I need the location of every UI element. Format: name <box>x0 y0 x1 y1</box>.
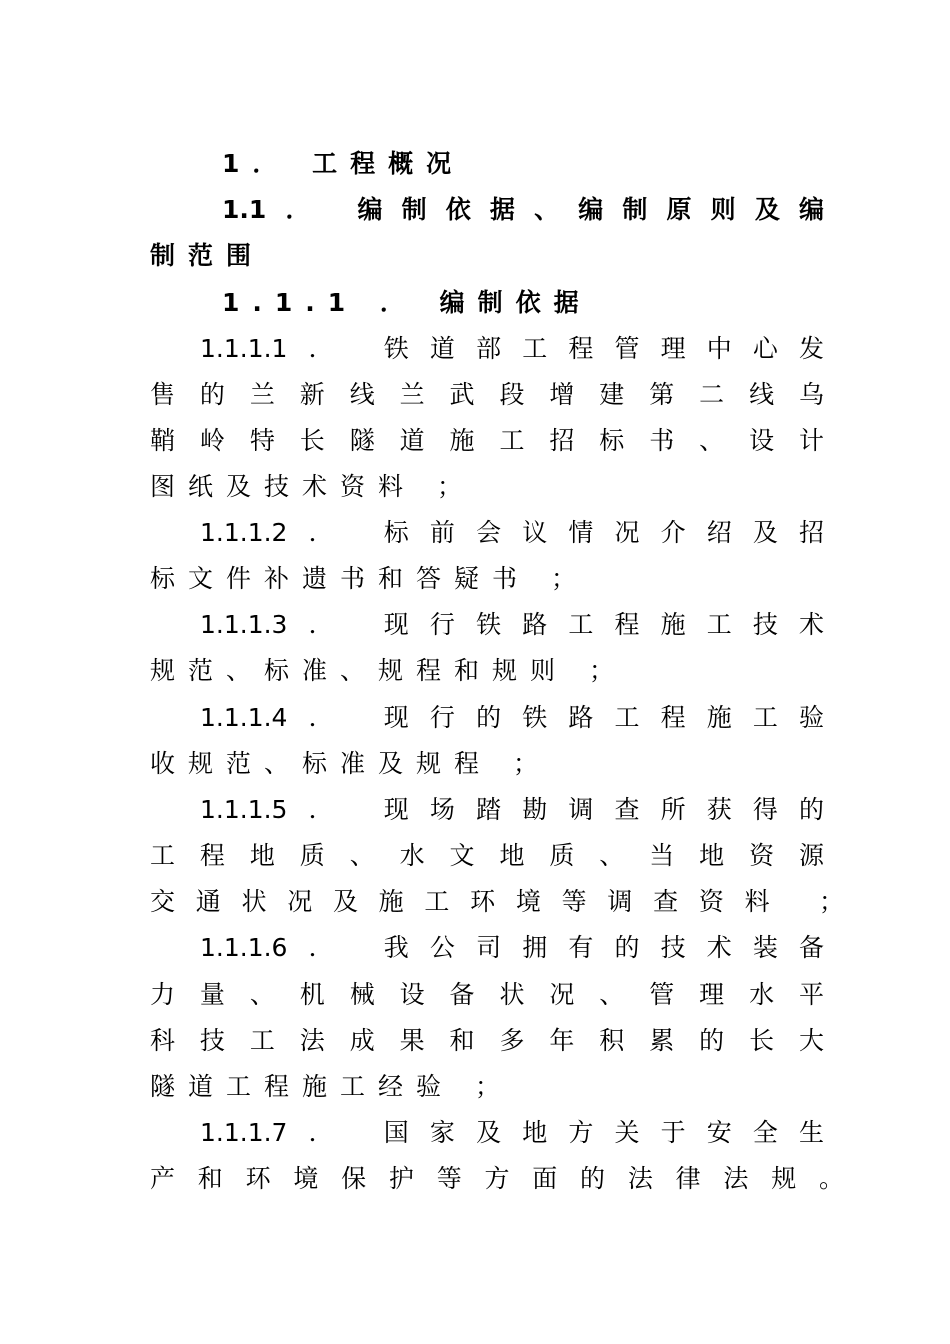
paragraph-1-line-1: 1.1.1.1． 铁道部工程管理中心发 <box>200 334 824 363</box>
heading-1-1-line-1: 1.1． 编制依据、编制原则及编 <box>222 195 824 224</box>
paragraph-1-line-4: 图纸及技术资料 ； <box>150 472 475 501</box>
paragraph-6-line-4: 隧道工程施工经验 ； <box>150 1072 513 1101</box>
paragraph-3-line-2: 规范、标准、规程和规则 ； <box>150 656 627 685</box>
paragraph-3-line-1: 1.1.1.3． 现行铁路工程施工技术 <box>200 610 824 639</box>
paragraph-6-line-1: 1.1.1.6． 我公司拥有的技术装备 <box>200 933 824 962</box>
heading-1-1-1: 1.1.1 ． 编制依据 <box>222 288 592 317</box>
paragraph-2-line-2: 标文件补遗书和答疑书 ； <box>150 564 589 593</box>
paragraph-1-line-2: 售的兰新线兰武段增建第二线乌 <box>150 380 824 409</box>
paragraph-4-line-1: 1.1.1.4． 现行的铁路工程施工验 <box>200 703 824 732</box>
paragraph-7-line-2: 产和环境保护等方面的法律法规。 <box>150 1164 844 1193</box>
paragraph-7-line-1: 1.1.1.7． 国家及地方关于安全生 <box>200 1118 824 1147</box>
paragraph-5-line-3: 交通状况及施工环境等调查资料 ； <box>150 887 844 916</box>
paragraph-1-line-3: 鞘岭特长隧道施工招标书、设计 <box>150 426 824 455</box>
paragraph-6-line-3: 科技工法成果和多年积累的长大 <box>150 1026 824 1055</box>
paragraph-5-line-1: 1.1.1.5． 现场踏勘调查所获得的 <box>200 795 824 824</box>
paragraph-4-line-2: 收规范、标准及规程 ； <box>150 749 551 778</box>
paragraph-6-line-2: 力量、机械设备状况、管理水平 <box>150 980 824 1009</box>
heading-1-1-line-2: 制范围 <box>150 241 265 270</box>
paragraph-2-line-1: 1.1.1.2． 标前会议情况介绍及招 <box>200 518 824 547</box>
heading-1: 1． 工程概况 <box>222 149 465 178</box>
paragraph-5-line-2: 工程地质、水文地质、当地资源 <box>150 841 824 870</box>
